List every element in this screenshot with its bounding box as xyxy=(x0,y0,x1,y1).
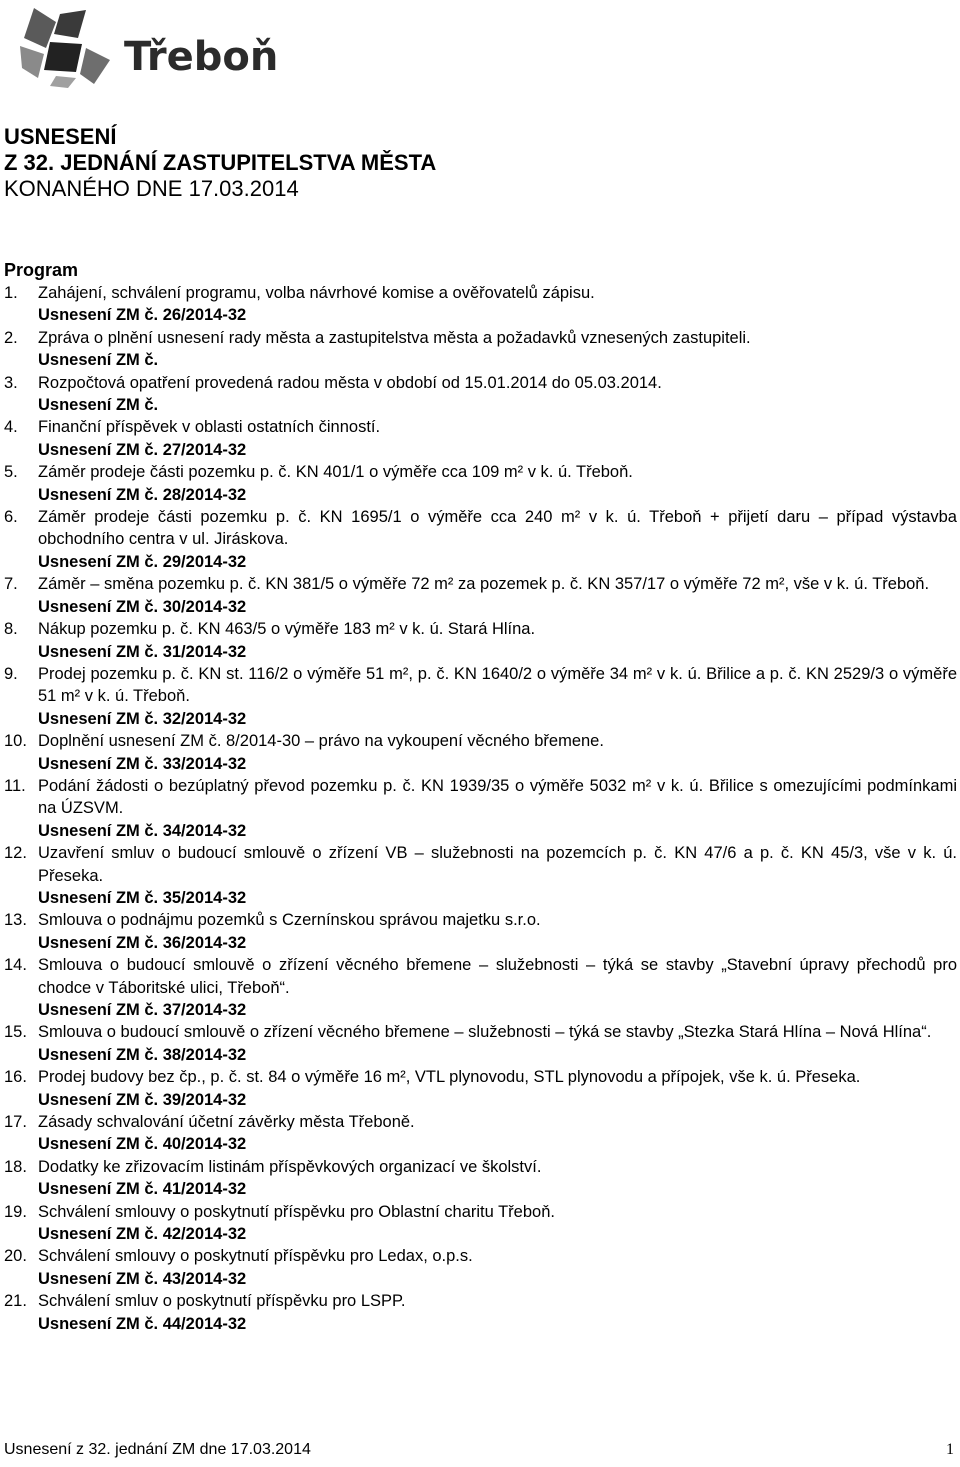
item-number: 15. xyxy=(4,1023,27,1042)
program-item xyxy=(4,461,957,506)
item-text: Smlouva o budoucí smlouvě o zřízení věcného břemene – služebnosti – týká se stavby „Stezka Stará Hlína – Nová Hlína“. xyxy=(38,1023,932,1042)
item-resolution: Usnesení ZM č. xyxy=(38,351,159,370)
item-resolution: Usnesení ZM č. 34/2014-32 xyxy=(38,821,247,840)
item-resolution: Usnesení ZM č. xyxy=(38,396,159,415)
item-number: 13. xyxy=(4,911,27,930)
program-item xyxy=(4,506,957,573)
item-text: Záměr – směna pozemku p. č. KN 381/5 o výměře 72 m² za pozemek p. č. KN 357/17 o výměře 72 m², vše v k. ú. Třeboň. xyxy=(38,575,930,594)
footer-text: Usnesení z 32. jednání ZM dne 17.03.2014 xyxy=(4,1441,311,1458)
item-number: 17. xyxy=(4,1113,27,1132)
item-number: 18. xyxy=(4,1157,27,1176)
page-number: 1 xyxy=(946,1441,954,1458)
item-number: 21. xyxy=(4,1292,27,1311)
item-resolution: Usnesení ZM č. 38/2014-32 xyxy=(38,1045,247,1064)
program-item xyxy=(4,1066,957,1111)
item-resolution: Usnesení ZM č. 28/2014-32 xyxy=(38,485,247,504)
program-item xyxy=(4,775,957,842)
title-usneseni: USNESENÍ xyxy=(4,124,117,149)
item-text: Schválení smlouvy o poskytnutí příspěvku pro Oblastní charitu Třeboň. xyxy=(38,1202,555,1221)
program-item xyxy=(4,416,957,461)
item-resolution: Usnesení ZM č. 44/2014-32 xyxy=(38,1314,247,1333)
item-number: 16. xyxy=(4,1068,27,1087)
program-title: Program xyxy=(4,260,79,280)
program-item xyxy=(4,1021,957,1066)
item-text: Záměr prodeje části pozemku p. č. KN 1695/1 o výměře cca 240 m² v k. ú. Třeboň + přijetí daru – případ výstavba obchodního centra v ul. Jiráskova. xyxy=(38,508,957,549)
document-header xyxy=(4,124,436,202)
item-resolution: Usnesení ZM č. 33/2014-32 xyxy=(38,754,247,773)
program-item xyxy=(4,282,957,327)
item-resolution: Usnesení ZM č. 42/2014-32 xyxy=(38,1225,247,1244)
program-item xyxy=(4,909,957,954)
item-number: 6. xyxy=(4,508,18,527)
item-number: 4. xyxy=(4,418,18,437)
program-item xyxy=(4,954,957,1021)
program-section xyxy=(4,258,957,1335)
item-text: Prodej budovy bez čp., p. č. st. 84 o výměře 16 m², VTL plynovodu, STL plynovodu a přípojek, vše k. ú. Přeseka. xyxy=(38,1068,861,1087)
item-text: Zásady schvalování účetní závěrky města Třeboně. xyxy=(38,1113,415,1132)
title-date: KONANÉHO DNE 17.03.2014 xyxy=(4,176,299,201)
item-resolution: Usnesení ZM č. 39/2014-32 xyxy=(38,1090,247,1109)
item-number: 12. xyxy=(4,844,27,863)
item-resolution: Usnesení ZM č. 27/2014-32 xyxy=(38,440,247,459)
city-logo xyxy=(20,8,279,88)
item-resolution: Usnesení ZM č. 26/2014-32 xyxy=(38,306,247,325)
item-number: 9. xyxy=(4,664,18,683)
item-text: Dodatky ke zřizovacím listinám příspěvkových organizací ve školství. xyxy=(38,1157,542,1176)
program-item xyxy=(4,663,957,730)
item-number: 2. xyxy=(4,328,18,347)
item-text: Smlouva o budoucí smlouvě o zřízení věcného břemene – služebnosti – týká se stavby „Stavební úpravy přechodů pro chodce v Táboritské ulici, Třeboň“. xyxy=(38,956,957,997)
item-number: 11. xyxy=(4,776,26,795)
item-number: 3. xyxy=(4,373,18,392)
item-text: Schválení smluv o poskytnutí příspěvku pro LSPP. xyxy=(38,1292,406,1311)
item-text: Smlouva o podnájmu pozemků s Czernínskou správou majetku s.r.o. xyxy=(38,911,541,930)
item-number: 14. xyxy=(4,956,27,975)
item-resolution: Usnesení ZM č. 37/2014-32 xyxy=(38,1001,247,1019)
item-text: Rozpočtová opatření provedená radou města v období od 15.01.2014 do 05.03.2014. xyxy=(38,373,662,392)
item-text: Finanční příspěvek v oblasti ostatních činností. xyxy=(38,418,381,437)
program-item xyxy=(4,730,957,775)
item-text: Prodej pozemku p. č. KN st. 116/2 o výměře 51 m², p. č. KN 1640/2 o výměře 34 m² v k. ú. Břilice a p. č. KN 2529/3 o výměře 51 m² v k. ú. Třeboň. xyxy=(38,664,957,706)
item-number: 5. xyxy=(4,463,18,482)
program-item xyxy=(4,327,957,372)
item-resolution: Usnesení ZM č. 30/2014-32 xyxy=(38,597,247,616)
item-resolution: Usnesení ZM č. 36/2014-32 xyxy=(38,933,247,952)
program-item xyxy=(4,573,957,618)
program-item xyxy=(4,842,957,909)
item-resolution: Usnesení ZM č. 32/2014-32 xyxy=(38,709,247,728)
item-resolution: Usnesení ZM č. 41/2014-32 xyxy=(38,1180,247,1199)
title-meeting: Z 32. JEDNÁNÍ ZASTUPITELSTVA MĚSTA xyxy=(4,150,437,175)
program-item xyxy=(4,1111,957,1156)
program-item xyxy=(4,1290,957,1335)
item-text: Zpráva o plnění usnesení rady města a zastupitelstva města a požadavků vznesených zastupiteli. xyxy=(38,328,751,347)
program-item xyxy=(4,1245,957,1290)
item-text: Doplnění usnesení ZM č. 8/2014-30 – právo na vykoupení věcného břemene. xyxy=(38,732,604,751)
item-resolution: Usnesení ZM č. 29/2014-32 xyxy=(38,552,247,571)
item-text: Uzavření smluv o budoucí smlouvě o zřízení VB – služebnosti na pozemcích p. č. KN 47/6 a p. č. KN 45/3, vše v k. ú. Přeseka. xyxy=(38,844,957,885)
logo-text: Třeboň xyxy=(124,34,279,80)
program-item xyxy=(4,372,957,417)
item-number: 7. xyxy=(4,575,18,594)
program-list xyxy=(4,282,957,1335)
item-text: Schválení smlouvy o poskytnutí příspěvku pro Ledax, o.p.s. xyxy=(38,1247,473,1266)
item-text: Podání žádosti o bezúplatný převod pozemku p. č. KN 1939/35 o výměře 5032 m² v k. ú. Břilice s omezujícími podmínkami na ÚZSVM. xyxy=(38,776,957,818)
item-number: 19. xyxy=(4,1202,27,1221)
item-number: 10. xyxy=(4,732,27,751)
item-resolution: Usnesení ZM č. 35/2014-32 xyxy=(38,888,247,907)
program-item xyxy=(4,1201,957,1246)
trebon-emblem-icon xyxy=(20,8,112,88)
item-text: Nákup pozemku p. č. KN 463/5 o výměře 183 m² v k. ú. Stará Hlína. xyxy=(38,620,536,639)
item-text: Zahájení, schválení programu, volba návrhové komise a ověřovatelů zápisu. xyxy=(38,284,595,302)
item-number: 8. xyxy=(4,620,18,639)
item-number: 20. xyxy=(4,1247,27,1266)
item-resolution: Usnesení ZM č. 43/2014-32 xyxy=(38,1269,247,1288)
item-resolution: Usnesení ZM č. 31/2014-32 xyxy=(38,642,247,661)
program-item xyxy=(4,1156,957,1201)
item-resolution: Usnesení ZM č. 40/2014-32 xyxy=(38,1135,247,1154)
program-item xyxy=(4,618,957,663)
item-text: Záměr prodeje části pozemku p. č. KN 401/1 o výměře cca 109 m² v k. ú. Třeboň. xyxy=(38,463,633,482)
item-number: 1. xyxy=(4,284,18,302)
